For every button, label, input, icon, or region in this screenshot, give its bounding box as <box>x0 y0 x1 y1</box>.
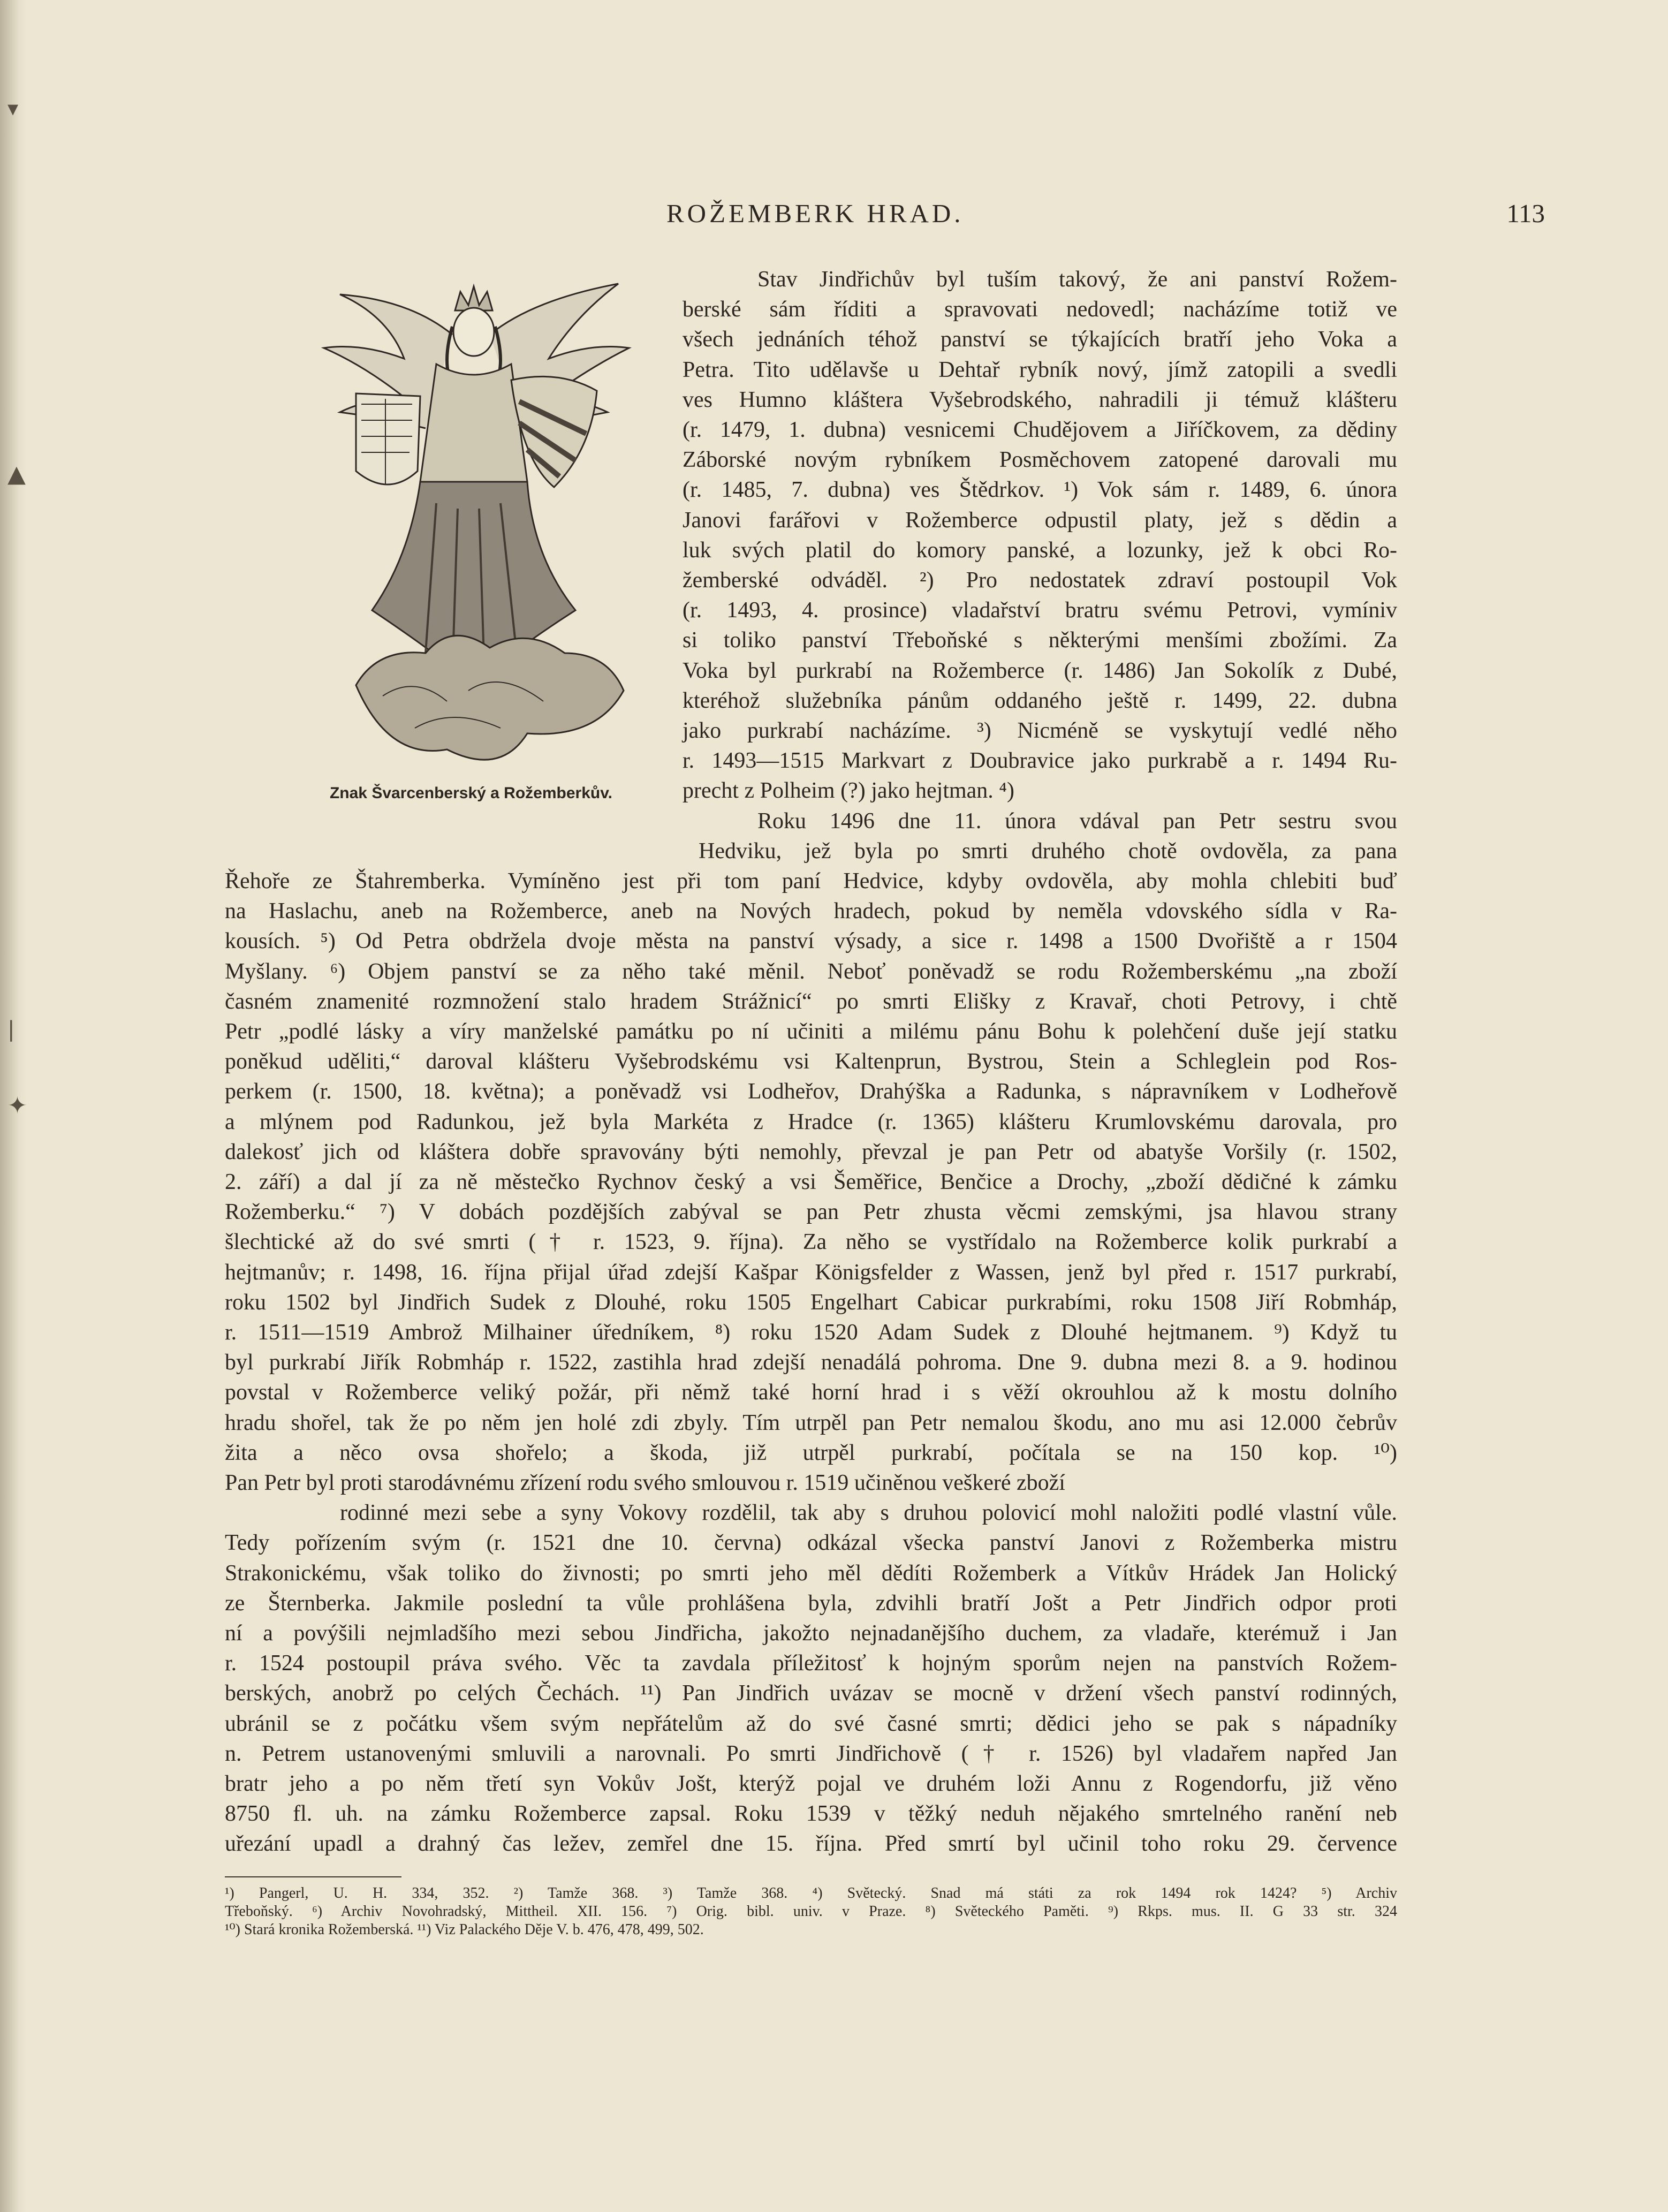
footnote-rule <box>225 1876 401 1877</box>
text-line: povstal v Rožemberce veliký požár, při němž také horní hrad i s věží okrouhlou až k mostu dolního <box>225 1380 1397 1405</box>
text-line: kousích. ⁵) Od Petra obdržela dvoje města na panství výsady, a sice r. 1498 a 1500 Dvořiště a r 1504 <box>225 929 1397 954</box>
text-line: 2. září) a dal jí za ně městečko Rychnov český a vsi Šeměřice, Benčice a Drochy, „zboží dědičné k zámku <box>225 1170 1397 1194</box>
figure-caption: Znak Švarcenberský a Rožemberkův. <box>329 784 613 802</box>
text-line: časném znamenité rozmnožení stalo hradem Strážnicí“ po smrti Elišky z Kravař, choti Petrovy, i chtě <box>225 989 1397 1014</box>
text-line: precht z Polheim (?) jako hejtman. ⁴) <box>683 778 1014 804</box>
text-line: perkem (r. 1500, 18. května); a poněvadž vsi Lodheřov, Drahýška a Radunka, s nápravníkem v Lodheřově <box>225 1079 1397 1104</box>
text-line: roku 1502 byl Jindřich Sudek z Dlouhé, roku 1505 Engelhart Cabicar purkrabími, roku 1508 Jiří Robmháp, <box>225 1290 1397 1315</box>
text-line: žemberské odváděl. ²) Pro nedostatek zdraví postoupil Vok <box>683 568 1397 593</box>
text-line: na Haslachu, aneb na Rožemberce, aneb na Nových hradech, pokud by neměla vdovského sídla v Ra- <box>225 899 1397 924</box>
text-line: uřezání upadl a drahný čas ležev, zemřel dne 15. října. Před smrtí byl učinil toho roku 29. července <box>225 1831 1397 1857</box>
text-line: Záborské novým rybníkem Posměchovem zatopené darovali mu <box>683 448 1397 473</box>
text-line: 8750 fl. uh. na zámku Rožemberce zapsal. Roku 1539 v těžký neduh nějakého smrtelného ranění neb <box>225 1801 1397 1827</box>
text-line: (r. 1479, 1. dubna) vesnicemi Chudějovem a Jiříčkovem, za dědiny <box>683 418 1397 442</box>
text-line: všech jednáních téhož panství se týkajících bratří jeho Voka a <box>683 327 1397 352</box>
margin-mark: | <box>7 1017 15 1042</box>
text-line: kteréhož služebníka pánům oddaného ještě r. 1499, 22. dubna <box>683 688 1397 713</box>
page-number: 113 <box>1506 199 1545 228</box>
text-line: ubránil se z počátku všem svým nepřátelům až do své časné smrti; dědici jeho se pak s nápadníky <box>225 1711 1397 1736</box>
text-line: Řehoře ze Štahremberka. Vymíněno jest při tom paní Hedvice, kdyby ovdověla, aby mohla chlebiti buď <box>225 869 1397 893</box>
text-line: jako purkrabí nacházíme. ³) Nicméně se vyskytují vedlé něho <box>683 718 1397 743</box>
text-line: si toliko panství Třeboňské s některými menšími zbožími. Za <box>683 628 1397 653</box>
coat-of-arms-illustration <box>276 278 666 782</box>
text-line: luk svých platil do komory panské, a lozunky, jež k obci Ro- <box>683 537 1397 563</box>
text-line: rodinné mezi sebe a syny Vokovy rozdělil, tak aby s druhou polovicí mohl naložiti podlé vlastní vůle. <box>340 1501 1397 1526</box>
text-line: ní a povýšili nejmladšího mezi sebou Jindřicha, jakožto nejnadanějšího duchem, za vladaře, kterémuž i Jan <box>225 1621 1397 1646</box>
text-line: Strakonickému, však toliko do živnosti; po smrti jeho měl dědíti Rožemberk a Vítkův Hrádek Jan Holický <box>225 1560 1397 1586</box>
text-line: ze Šternberka. Jakmile poslední ta vůle prohlášena byla, zdvihli bratří Jošt a Petr Jindřich odpor proti <box>225 1590 1397 1616</box>
text-line: Pan Petr byl proti starodávnému zřízení rodu svého smlouvou r. 1519 učiněnou veškeré zboží <box>225 1471 1065 1495</box>
text-line: Myšlany. ⁶) Objem panství se za něho také měnil. Neboť poněvadž se rodu Rožemberskému „na zboží <box>225 959 1397 984</box>
footnote-line: ¹⁰) Stará kronika Rožemberská. ¹¹) Viz Palackého Děje V. b. 476, 478, 499, 502. <box>225 1921 704 1938</box>
text-line: hejtmanův; r. 1498, 16. října přijal úřad zdejší Kašpar Königsfelder z Wassen, jenž byl před r. 1517 purkrabí, <box>225 1260 1397 1285</box>
margin-mark: ▲ <box>7 460 26 488</box>
text-line: Roku 1496 dne 11. února vdával pan Petr sestru svou <box>757 808 1397 834</box>
text-line: (r. 1493, 4. prosince) vladařství bratru svému Petrovi, vymíniv <box>683 598 1397 623</box>
text-line: a mlýnem pod Radunkou, jež byla Markéta z Hradce (r. 1365) klášteru Krumlovskému darovala, pro <box>225 1109 1397 1134</box>
text-line: Petr „podlé lásky a víry manželské památku po ní učiniti a milému pánu Bohu k polehčení duše její statku <box>225 1019 1397 1044</box>
text-line: n. Petrem ustanovenými smluvili a narovnali. Po smrti Jindřichově († r. 1526) byl vladařem napřed Jan <box>225 1741 1397 1766</box>
text-line: ves Humno kláštera Vyšebrodského, nahradili ji témuž klášteru <box>683 387 1397 412</box>
text-line: r. 1524 postoupil práva svého. Věc ta zavdala příležitosť k hojným sporům nejen na panstvích Rožem- <box>225 1651 1397 1676</box>
footnote-line: ¹) Pangerl, U. H. 334, 352. ²) Tamže 368. ³) Tamže 368. ⁴) Světecký. Snad má státi za rok 1494 rok 1424? ⁵) Archiv <box>225 1885 1397 1902</box>
text-line: bratr jeho a po něm třetí syn Vokův Jošt, kterýž pojal ve druhém loži Annu z Rogendorfu, již věno <box>225 1771 1397 1796</box>
text-line: Tedy pořízením svým (r. 1521 dne 10. června) odkázal všecka panství Janovi z Rožemberka mistru <box>225 1531 1397 1556</box>
text-line: byl purkrabí Jiřík Robmháp r. 1522, zastihla hrad zdejší nenadálá pohroma. Dne 9. dubna mezi 8. a 9. hodinou <box>225 1350 1397 1375</box>
text-line: šlechtické až do své smrti († r. 1523, 9. října). Za něho se vystřídalo na Rožemberce kolik purkrabí a <box>225 1230 1397 1255</box>
margin-mark: ✦ <box>7 1092 27 1119</box>
text-line: Janovi farářovi v Rožemberce odpustil platy, jež s dědin a <box>683 507 1397 533</box>
running-header <box>225 198 1545 236</box>
text-line: Voka byl purkrabí na Rožemberce (r. 1486) Jan Sokolík z Dubé, <box>683 658 1397 683</box>
text-line: dalekosť jich od kláštera dobře spravovány býti nemohly, převzal je pan Petr od abatyše Voršily (r. 1502, <box>225 1139 1397 1164</box>
text-line: r. 1493—1515 Markvart z Doubravice jako purkrabě a r. 1494 Ru- <box>683 748 1397 774</box>
text-line: hradu shořel, tak že po něm jen holé zdi zbyly. Tím utrpěl pan Petr nemalou škodu, ano mu asi 12.000 čebrův <box>225 1410 1397 1435</box>
text-line: Hedviku, jež byla po smrti druhého chotě ovdověla, za pana <box>699 838 1397 863</box>
margin-mark: ▾ <box>7 96 19 121</box>
text-line: poněkud uděliti,“ daroval klášteru Vyšebrodskému vsi Kaltenprun, Bystrou, Stein a Schleglein pod Ros- <box>225 1049 1397 1074</box>
text-line: r. 1511—1519 Ambrož Milhainer úředníkem, ⁸) roku 1520 Adam Sudek z Dlouhé hejtmanem. ⁹) Když tu <box>225 1320 1397 1345</box>
text-line: Petra. Tito udělavše u Dehtař rybník nový, jímž zatopili a svedli <box>683 357 1397 382</box>
text-line: žita a něco ovsa shořelo; a škoda, již utrpěl purkrabí, počítala se na 150 kop. ¹⁰) <box>225 1440 1397 1465</box>
text-line: berské sám říditi a spravovati nedovedl; nacházíme totiž ve <box>683 297 1397 322</box>
text-line: (r. 1485, 7. dubna) ves Štědrkov. ¹) Vok sám r. 1489, 6. února <box>683 478 1397 503</box>
text-line: Rožemberku.“ ⁷) V dobách pozdějších zabýval se pan Petr zhusta věcmi zemskými, jsa hlavou strany <box>225 1200 1397 1225</box>
text-line: berských, anobrž po celých Čechách. ¹¹) Pan Jindřich uvázav se mocně v držení všech panství rodinných, <box>225 1681 1397 1706</box>
page-title: ROŽEMBERK HRAD. <box>666 199 964 228</box>
footnote-line: Třeboňský. ⁶) Archiv Novohradský, Mittheil. XII. 156. ⁷) Orig. bibl. univ. v Praze. ⁸) Světeckého Paměti. ⁹) Rkps. mus. II. G 33 str. 324 <box>225 1903 1397 1920</box>
text-line: Stav Jindřichův byl tuším takový, že ani panství Rožem- <box>757 267 1397 292</box>
